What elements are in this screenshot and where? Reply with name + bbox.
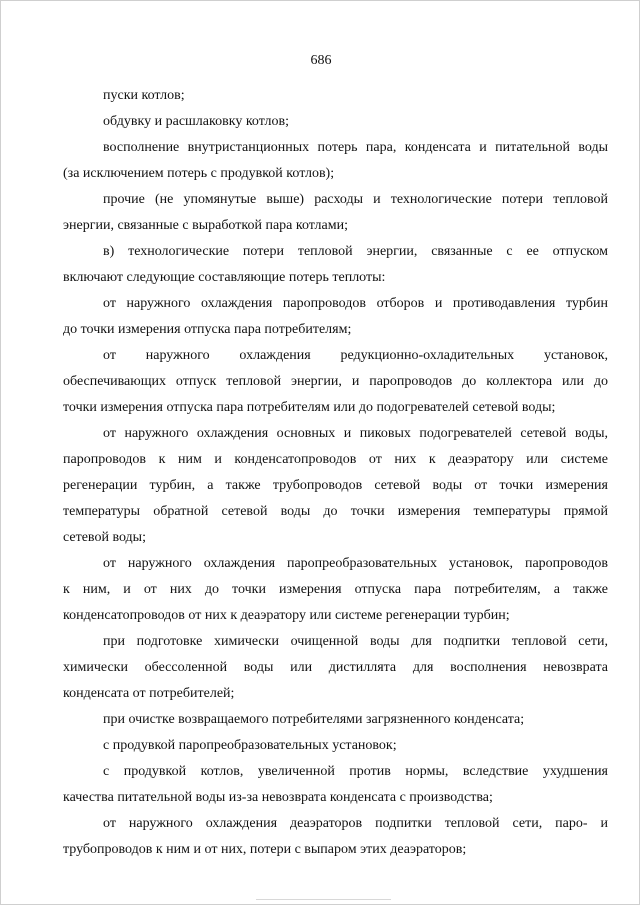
paragraph: [63, 733, 608, 759]
paragraph: [63, 811, 608, 863]
paragraph: [63, 421, 608, 551]
text-line: обдувку и расшлаковку котлов;: [103, 114, 289, 129]
text-line: химически обессоленной воды или дистиллята для восполнения невозврата: [63, 660, 608, 675]
paragraph: [63, 83, 608, 109]
text-line: энергии, связанные с выработкой пара котлами;: [63, 218, 348, 233]
text-line: с продувкой котлов, увеличенной против нормы, вследствие ухудшения: [103, 764, 608, 779]
page-number: 686: [310, 53, 332, 68]
text-line: восполнение внутристанционных потерь пара, конденсата и питательной воды: [103, 140, 608, 155]
paragraph: [63, 551, 608, 629]
paragraph: [63, 629, 608, 707]
text-line: прочие (не упомянутые выше) расходы и технологические потери тепловой: [103, 192, 608, 207]
paragraph: [63, 135, 608, 187]
text-line: температуры обратной сетевой воды до точки измерения температуры прямой: [63, 504, 608, 519]
text-line: от наружного охлаждения редукционно-охладительных установок,: [103, 348, 608, 363]
text-line: точки измерения отпуска пара потребителям или до подогревателей сетевой воды;: [63, 400, 556, 415]
text-line: при очистке возвращаемого потребителями загрязненного конденсата;: [103, 712, 525, 727]
text-line: качества питательной воды из-за невозврата конденсата с производства;: [63, 790, 493, 805]
text-line: трубопроводов к ним и от них, потери с выпаром этих деаэраторов;: [63, 842, 467, 857]
scan-edge-line: [256, 899, 391, 900]
text-line: к ним, и от них до точки измерения отпуска пара потребителям, а также: [63, 582, 608, 597]
text-line: с продувкой паропреобразовательных установок;: [103, 738, 397, 753]
paragraph: [63, 291, 608, 343]
text-line: обеспечивающих отпуск тепловой энергии, и паропроводов до коллектора или до: [63, 374, 608, 389]
text-line: от наружного охлаждения деаэраторов подпитки тепловой сети, паро- и: [103, 816, 608, 831]
text-line: до точки измерения отпуска пара потребителям;: [63, 322, 352, 337]
text-line: пуски котлов;: [103, 88, 185, 103]
paragraph: [63, 343, 608, 421]
paragraph: [63, 707, 608, 733]
text-line: от наружного охлаждения паропроводов отборов и противодавления турбин: [103, 296, 608, 311]
text-line: паропроводов к ним и конденсатопроводов от них к деаэратору или системе: [63, 452, 608, 467]
text-line: в) технологические потери тепловой энергии, связанные с ее отпуском: [103, 244, 608, 259]
paragraph: [63, 239, 608, 291]
text-line: от наружного охлаждения основных и пиковых подогревателей сетевой воды,: [103, 426, 608, 441]
paragraph: [63, 759, 608, 811]
text-line: (за исключением потерь с продувкой котлов);: [63, 166, 335, 181]
text-line: от наружного охлаждения паропреобразовательных установок, паропроводов: [103, 556, 608, 571]
paragraph: [63, 187, 608, 239]
text-line: сетевой воды;: [63, 530, 146, 545]
document-body: [63, 83, 608, 863]
text-line: регенерации турбин, а также трубопроводов сетевой воды от точки измерения: [63, 478, 608, 493]
text-line: при подготовке химически очищенной воды для подпитки тепловой сети,: [103, 634, 608, 649]
text-line: включают следующие составляющие потерь теплоты:: [63, 270, 386, 285]
paragraph: [63, 109, 608, 135]
text-line: конденсатопроводов от них к деаэратору или системе регенерации турбин;: [63, 608, 510, 623]
text-line: конденсата от потребителей;: [63, 686, 235, 701]
